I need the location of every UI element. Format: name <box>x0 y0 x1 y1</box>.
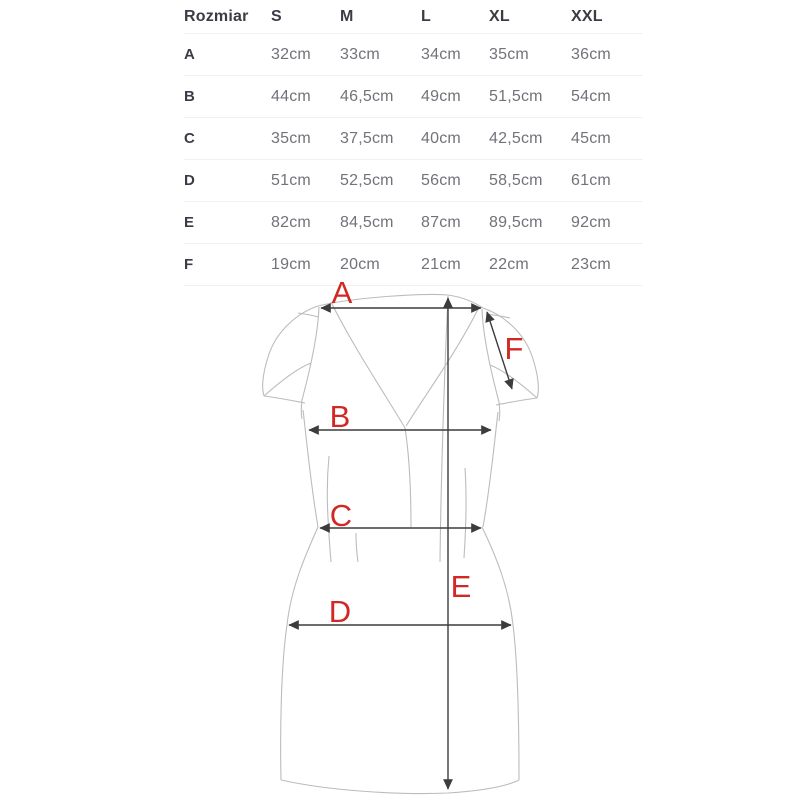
measurement-arrows <box>289 298 512 789</box>
size-cell-d-l: 56cm <box>421 160 489 202</box>
size-cell-b-m: 46,5cm <box>340 76 421 118</box>
size-cell-f-l: 21cm <box>421 244 489 286</box>
size-cell-e-xl: 89,5cm <box>489 202 571 244</box>
row-label-b: B <box>184 76 271 118</box>
column-header-m: M <box>340 0 421 34</box>
size-cell-d-m: 52,5cm <box>340 160 421 202</box>
size-cell-c-xl: 42,5cm <box>489 118 571 160</box>
size-cell-f-xl: 22cm <box>489 244 571 286</box>
row-label-c: C <box>184 118 271 160</box>
row-label-a: A <box>184 34 271 76</box>
dress-outline <box>263 294 539 793</box>
measure-label-b: B <box>329 399 351 434</box>
size-cell-a-m: 33cm <box>340 34 421 76</box>
column-header-s: S <box>271 0 340 34</box>
size-cell-c-m: 37,5cm <box>340 118 421 160</box>
size-cell-e-l: 87cm <box>421 202 489 244</box>
row-label-e: E <box>184 202 271 244</box>
column-header-xl: XL <box>489 0 571 34</box>
size-cell-e-m: 84,5cm <box>340 202 421 244</box>
size-cell-a-l: 34cm <box>421 34 489 76</box>
size-cell-e-xxl: 92cm <box>571 202 643 244</box>
row-label-d: D <box>184 160 271 202</box>
measure-label-d: D <box>328 594 352 629</box>
size-cell-c-s: 35cm <box>271 118 340 160</box>
size-cell-b-xxl: 54cm <box>571 76 643 118</box>
column-header-rozmiar: Rozmiar <box>184 0 271 34</box>
size-cell-d-s: 51cm <box>271 160 340 202</box>
size-cell-e-s: 82cm <box>271 202 340 244</box>
size-cell-d-xxl: 61cm <box>571 160 643 202</box>
measure-label-e: E <box>450 569 472 604</box>
size-cell-a-xxl: 36cm <box>571 34 643 76</box>
measure-label-f: F <box>504 331 524 366</box>
size-cell-a-xl: 35cm <box>489 34 571 76</box>
size-cell-b-l: 49cm <box>421 76 489 118</box>
size-cell-b-s: 44cm <box>271 76 340 118</box>
size-cell-c-l: 40cm <box>421 118 489 160</box>
size-cell-f-s: 19cm <box>271 244 340 286</box>
row-label-f: F <box>184 244 271 286</box>
size-cell-c-xxl: 45cm <box>571 118 643 160</box>
size-cell-b-xl: 51,5cm <box>489 76 571 118</box>
size-cell-a-s: 32cm <box>271 34 340 76</box>
column-header-l: L <box>421 0 489 34</box>
size-cell-f-m: 20cm <box>340 244 421 286</box>
measure-label-c: C <box>329 498 353 533</box>
measure-label-a: A <box>331 275 353 310</box>
size-cell-f-xxl: 23cm <box>571 244 643 286</box>
column-header-xxl: XXL <box>571 0 643 34</box>
size-cell-d-xl: 58,5cm <box>489 160 571 202</box>
